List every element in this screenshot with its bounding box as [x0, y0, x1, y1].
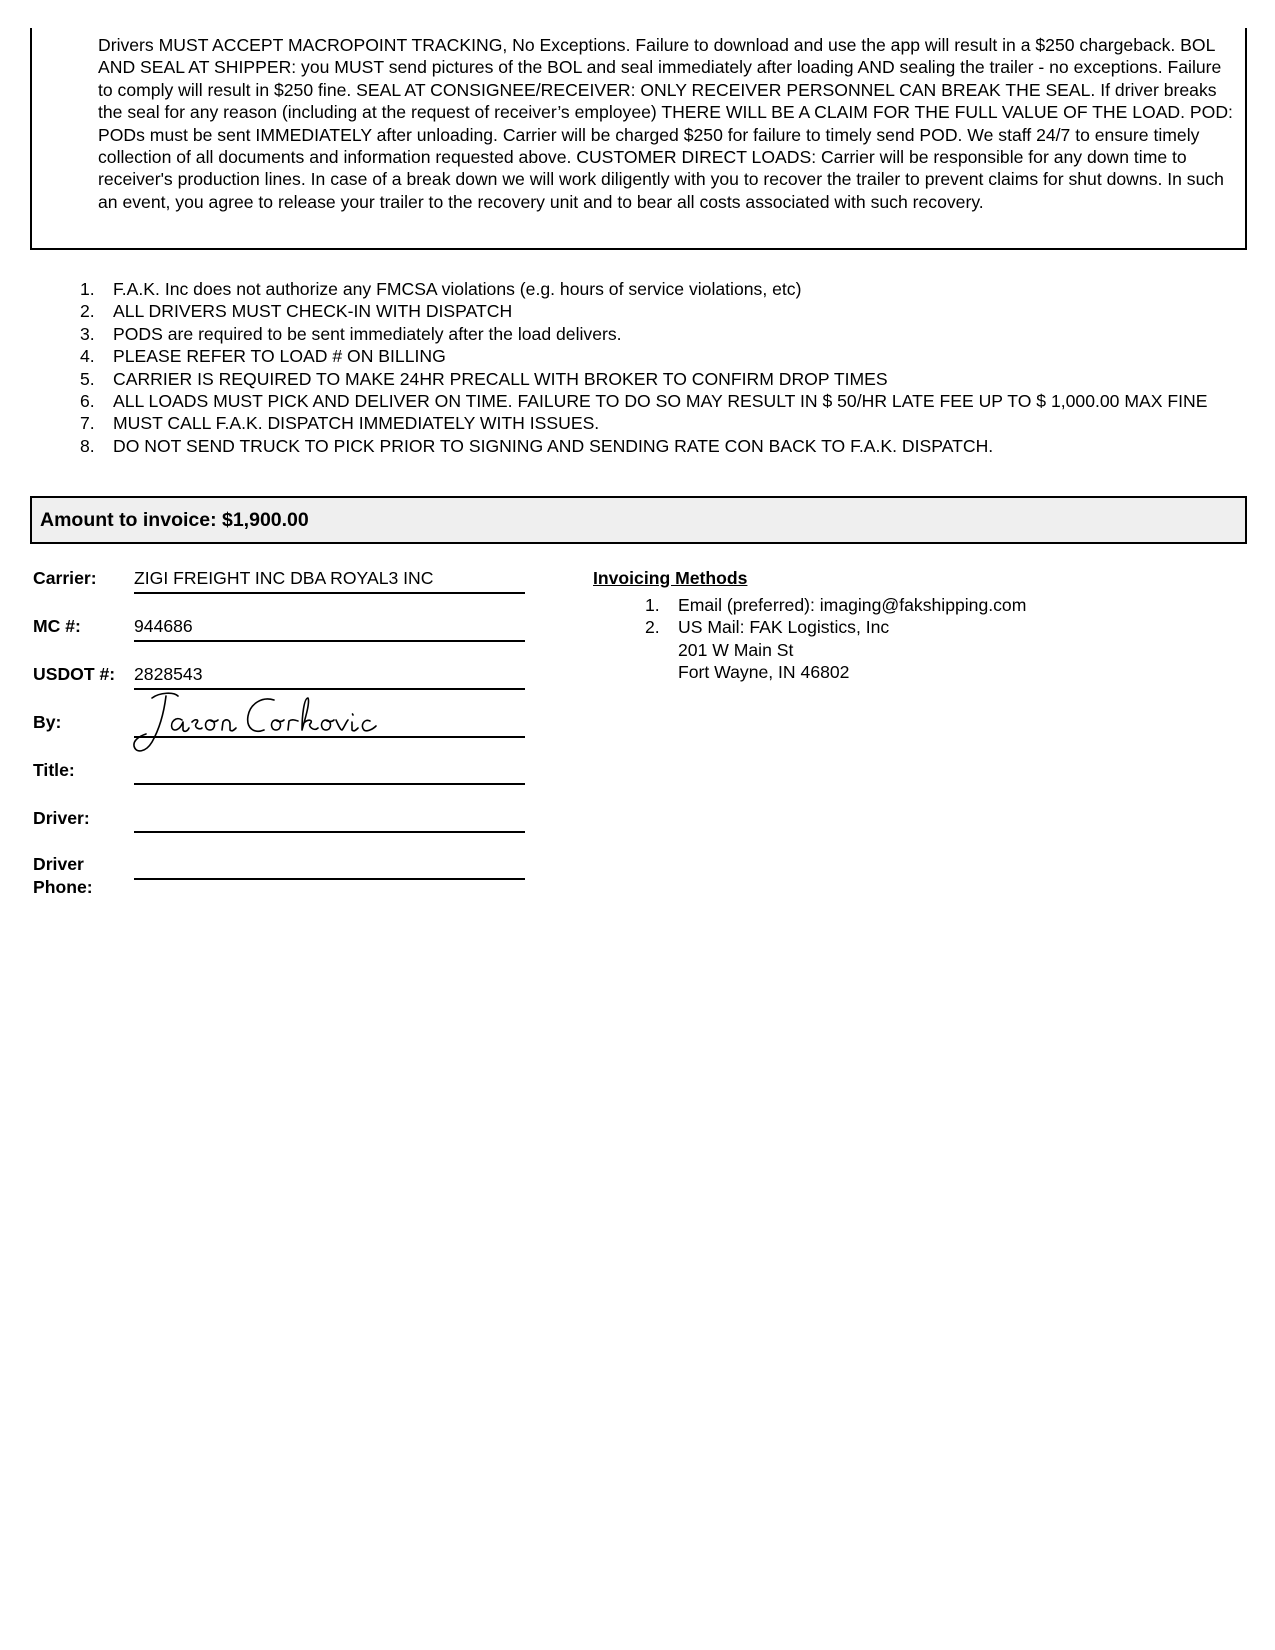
driver-phone-line — [134, 878, 525, 880]
list-number: 2. — [80, 301, 95, 322]
mc-label: MC #: — [33, 616, 81, 636]
title-label: Title: — [33, 760, 75, 780]
list-item — [0, 435, 1260, 457]
list-item — [0, 300, 1260, 322]
list-item — [0, 368, 1260, 390]
amount-box — [30, 496, 1247, 544]
list-item — [0, 390, 1260, 412]
invoicing-methods-title: Invoicing Methods — [593, 568, 748, 588]
list-number: 2. — [645, 617, 660, 638]
rule-text: DO NOT SEND TRUCK TO PICK PRIOR TO SIGNING AND SENDING RATE CON BACK TO F.A.K. DISPATCH. — [113, 435, 994, 456]
list-number: 1. — [80, 279, 95, 299]
carrier-value: ZIGI FREIGHT INC DBA ROYAL3 INC — [134, 568, 434, 588]
title-line — [134, 783, 525, 785]
invoicing-address-city: Fort Wayne, IN 46802 — [678, 662, 850, 683]
list-number: 8. — [80, 435, 95, 456]
rule-text: ALL LOADS MUST PICK AND DELIVER ON TIME. FAILURE TO DO SO MAY RESULT IN $ 50/HR LATE FEE UP TO $ 1,000.00 MAX FINE — [113, 391, 1208, 412]
driver-line — [134, 831, 525, 833]
usdot-value: 2828543 — [134, 664, 203, 684]
list-item — [0, 412, 1260, 434]
rule-text: F.A.K. Inc does not authorize any FMCSA violations (e.g. hours of service violations, etc) — [113, 279, 802, 299]
list-number: 7. — [80, 413, 95, 434]
mc-value: 944686 — [134, 616, 193, 636]
list-number: 6. — [80, 391, 95, 412]
invoicing-email: Email (preferred): imaging@fakshipping.com — [678, 595, 1027, 615]
list-item — [0, 278, 1260, 300]
rule-text: MUST CALL F.A.K. DISPATCH IMMEDIATELY WITH ISSUES. — [113, 413, 600, 434]
list-item — [0, 616, 1026, 683]
invoicing-address-street: 201 W Main St — [678, 639, 794, 660]
by-label: By: — [33, 712, 62, 732]
list-number: 3. — [80, 323, 95, 344]
list-number: 5. — [80, 368, 95, 389]
signature-image — [130, 690, 390, 762]
list-number: 1. — [645, 595, 660, 615]
list-number: 4. — [80, 346, 95, 367]
driver-phone-label-line2: Phone: — [33, 877, 93, 897]
usdot-label: USDOT #: — [33, 664, 116, 684]
invoicing-methods-list — [0, 594, 1026, 684]
terms-box — [30, 28, 1247, 250]
rule-text: ALL DRIVERS MUST CHECK-IN WITH DISPATCH — [113, 301, 513, 322]
terms-paragraph: Drivers MUST ACCEPT MACROPOINT TRACKING, No Exceptions. Failure to download and use the app will result in a $250 chargeback. BOL AND SEAL AT SHIPPER: you MUST send pictures of the BOL and seal immediately after loading AND sealing the trailer - no exceptions. Failure to comply will result in $250 fine. SEAL AT CONSIGNEE/RECEIVER: ONLY RECEIVER PERSONNEL CAN BREAK THE SEAL. If driver breaks the seal for any reason (including at the request of receiver’s employee) THERE WILL BE A CLAIM FOR THE FULL VALUE OF THE LOAD. POD: PODs must be sent IMMEDIATELY after unloading. Carrier will be charged $250 for failure to timely send POD. We staff 24/7 to ensure timely collection of all documents and information requested above. CUSTOMER DIRECT LOADS: Carrier will be responsible for any down time to receiver's production lines. In case of a break down we will work diligently with you to recover the trailer to prevent claims for shut downs. In such an event, you agree to release your trailer to the recovery unit and to bear all costs associated with such recovery. — [98, 35, 1233, 212]
by-line — [134, 736, 525, 738]
rule-text: PLEASE REFER TO LOAD # ON BILLING — [113, 346, 446, 367]
list-item — [0, 594, 1026, 616]
invoicing-mail-line: US Mail: FAK Logistics, Inc — [678, 617, 890, 638]
rules-list — [0, 278, 1260, 457]
list-item — [0, 323, 1260, 345]
rule-text: CARRIER IS REQUIRED TO MAKE 24HR PRECALL WITH BROKER TO CONFIRM DROP TIMES — [113, 368, 888, 389]
list-item — [0, 345, 1260, 367]
driver-label: Driver: — [33, 808, 90, 828]
driver-phone-label-line1: Driver — [33, 854, 84, 874]
carrier-label: Carrier: — [33, 568, 97, 588]
amount-to-invoice: Amount to invoice: $1,900.00 — [40, 509, 309, 531]
rule-text: PODS are required to be sent immediately after the load delivers. — [113, 323, 622, 344]
